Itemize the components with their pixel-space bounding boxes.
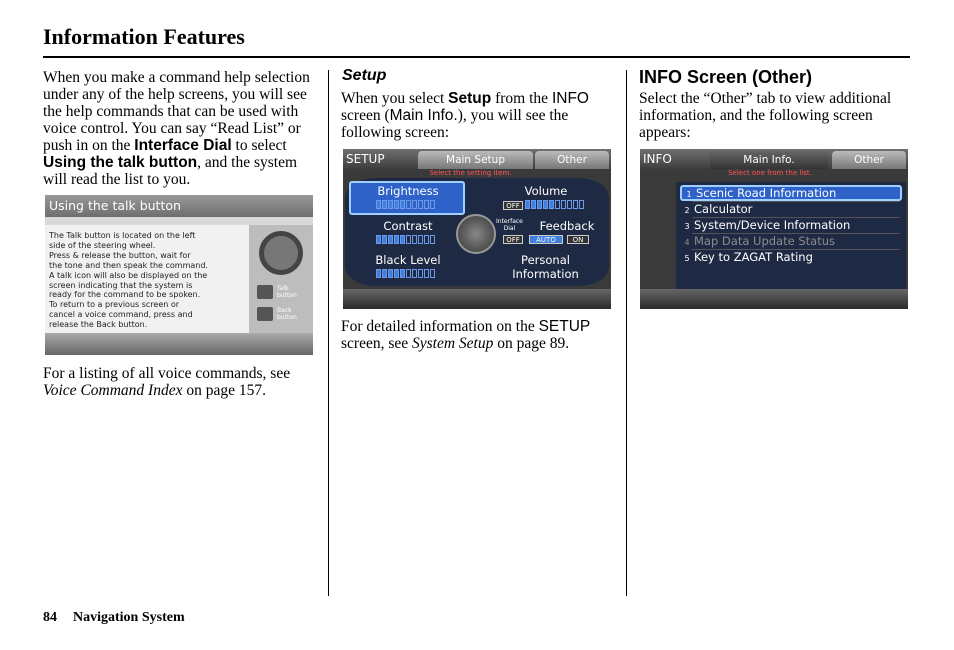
label-line: Information — [512, 267, 579, 281]
term-setup: Setup — [448, 90, 492, 107]
level-segment — [406, 235, 411, 244]
level-segment — [525, 200, 530, 209]
level-segment — [400, 269, 405, 278]
level-segment — [400, 235, 405, 244]
talk-screen-footer — [45, 333, 313, 355]
info-list-item — [680, 201, 902, 217]
level-segment — [567, 200, 572, 209]
text: ), you will see the following screen: — [341, 107, 569, 141]
level-segment — [573, 200, 578, 209]
volume-bars — [525, 200, 584, 209]
term-using-talk-button: Using the talk button — [43, 154, 198, 171]
level-segment — [424, 200, 429, 209]
level-segment — [376, 269, 381, 278]
level-segment — [531, 200, 536, 209]
level-segment — [382, 269, 387, 278]
item-volume: Volume — [524, 184, 568, 198]
level-segment — [400, 200, 405, 209]
label-line: button — [277, 314, 297, 321]
item-number: 4 — [684, 238, 690, 247]
footer-label: Navigation System — [73, 610, 185, 625]
info-other-heading: INFO Screen (Other) — [639, 67, 813, 87]
info-bottom-bar — [640, 289, 908, 309]
body-line: The Talk button is located on the left — [49, 231, 196, 240]
item-number: 3 — [684, 222, 690, 231]
info-list-item — [680, 233, 902, 249]
level-segment — [412, 200, 417, 209]
interface-dial-label — [496, 218, 523, 232]
item-black-level: Black Level — [375, 253, 441, 267]
item-label: Calculator — [694, 202, 753, 216]
body-line: release the Back button. — [49, 320, 148, 330]
label-line: Talk — [277, 285, 289, 292]
body-line: ready for the command to be spoken. — [49, 290, 201, 300]
page-title: Information Features — [43, 24, 245, 49]
item-feedback: Feedback — [539, 219, 595, 233]
level-segment — [537, 200, 542, 209]
item-personal-information — [503, 253, 588, 281]
level-segment — [430, 200, 435, 209]
steering-wheel-icon — [259, 231, 303, 275]
item-label: Map Data Update Status — [694, 234, 835, 248]
body-line: A talk icon will also be displayed on the — [49, 270, 208, 280]
info-list-item — [680, 217, 902, 233]
level-segment — [412, 269, 417, 278]
text: When you select — [341, 90, 449, 107]
volume-off-pill: OFF — [503, 201, 523, 210]
back-icon — [257, 307, 273, 321]
label-line: Back — [277, 307, 292, 314]
dial-knob-icon — [456, 214, 496, 254]
setup-hint: Select the setting item. — [429, 169, 512, 177]
tab-other: Other — [535, 151, 609, 169]
column-divider-2 — [626, 70, 627, 596]
text: When you make a command help selection under any of the help screens, you will see the help commands that can be used with voice control. You can say “Read List” or push in on the — [43, 69, 310, 154]
talk-screen-sidebar — [249, 225, 313, 333]
body-line: cancel a voice command, press and — [49, 310, 193, 320]
body-line: side of the steering wheel. — [49, 240, 156, 250]
text: screen, see — [341, 335, 412, 352]
item-label: Scenic Road Information — [696, 186, 837, 200]
level-segment — [376, 200, 381, 209]
body-line: Press & release the button, wait for — [49, 250, 191, 260]
tab-other: Other — [832, 151, 906, 169]
body-line: screen indicating that the system is — [49, 280, 193, 290]
setup-screenshot — [343, 149, 611, 309]
level-segment — [561, 200, 566, 209]
col2-paragraph-2 — [341, 318, 613, 352]
level-segment — [543, 200, 548, 209]
level-segment — [430, 269, 435, 278]
level-segment — [424, 269, 429, 278]
talk-screen-body — [45, 225, 249, 333]
text: on page 157. — [182, 382, 266, 399]
level-segment — [406, 200, 411, 209]
body-line: the tone and then speak the command. — [49, 260, 208, 270]
level-segment — [549, 200, 554, 209]
text: to select — [231, 137, 287, 154]
text: screen ( — [341, 107, 390, 124]
contrast-bars — [376, 235, 435, 244]
level-segment — [388, 235, 393, 244]
row-separator — [692, 201, 900, 202]
level-segment — [424, 235, 429, 244]
feedback-on-pill: ON — [567, 235, 589, 244]
term-setup-screen: SETUP — [538, 318, 591, 335]
talk-icon — [257, 285, 273, 299]
info-list-item — [680, 185, 902, 201]
row-separator — [692, 217, 900, 218]
info-list-item — [680, 249, 902, 265]
level-segment — [382, 235, 387, 244]
level-segment — [418, 235, 423, 244]
level-segment — [412, 235, 417, 244]
level-segment — [394, 269, 399, 278]
row-separator — [692, 249, 900, 250]
level-segment — [579, 200, 584, 209]
brightness-bars — [376, 200, 435, 209]
level-segment — [555, 200, 560, 209]
level-segment — [418, 269, 423, 278]
item-contrast: Contrast — [383, 219, 433, 233]
feedback-auto-pill: AUTO — [529, 235, 563, 244]
level-segment — [406, 269, 411, 278]
info-label: INFO — [643, 152, 672, 166]
setup-heading: Setup — [342, 67, 387, 84]
link-system-setup: System Setup — [412, 335, 494, 352]
label-line: Dial — [503, 225, 516, 232]
page-footer — [43, 610, 201, 626]
row-separator — [692, 233, 900, 234]
text: from the — [491, 90, 552, 107]
col1-paragraph-2 — [43, 365, 315, 399]
level-segment — [430, 235, 435, 244]
label-line: Personal — [521, 253, 570, 267]
talk-button-screenshot — [45, 195, 313, 355]
item-number: 5 — [684, 254, 690, 263]
level-segment — [394, 235, 399, 244]
item-number: 2 — [684, 206, 690, 215]
term-main-info: Main Info. — [389, 107, 458, 124]
level-segment — [376, 235, 381, 244]
label-line: button — [277, 292, 297, 299]
level-segment — [388, 269, 393, 278]
col1-paragraph-1 — [43, 69, 315, 188]
term-info: INFO — [551, 90, 589, 107]
link-voice-command-index: Voice Command Index — [43, 382, 183, 399]
item-number: 1 — [686, 190, 692, 199]
item-label: Key to ZAGAT Rating — [694, 250, 813, 264]
level-segment — [388, 200, 393, 209]
item-label: System/Device Information — [694, 218, 851, 232]
tab-main-info: Main Info. — [710, 151, 828, 169]
column-divider-1 — [328, 70, 329, 596]
level-segment — [382, 200, 387, 209]
col2-paragraph-1 — [341, 90, 613, 141]
feedback-off-pill: OFF — [503, 235, 523, 244]
label-line: Interface — [496, 218, 523, 225]
title-rule — [43, 56, 910, 58]
talk-screen-header: Using the talk button — [45, 195, 313, 217]
text: , and the system will read the list to you. — [43, 154, 298, 188]
talk-button-label — [277, 285, 297, 299]
setup-bottom-bar — [343, 289, 611, 309]
back-button-label — [277, 307, 297, 321]
item-brightness: Brightness — [377, 184, 439, 198]
black-level-bars — [376, 269, 435, 278]
term-interface-dial: Interface Dial — [134, 137, 232, 154]
level-segment — [394, 200, 399, 209]
info-hint: Select one from the list. — [728, 169, 812, 177]
page-number: 84 — [43, 610, 57, 625]
setup-label: SETUP — [346, 152, 385, 166]
info-other-screenshot — [640, 149, 908, 309]
col3-paragraph-1: Select the “Other” tab to view additional information, and the following screen appears: — [639, 90, 892, 141]
text: For a listing of all voice commands, see — [43, 365, 291, 382]
tab-main-setup: Main Setup — [418, 151, 533, 169]
text: on page 89. — [493, 335, 570, 352]
text: For detailed information on the — [341, 318, 539, 335]
body-line: To return to a previous screen or — [49, 300, 180, 310]
level-segment — [418, 200, 423, 209]
